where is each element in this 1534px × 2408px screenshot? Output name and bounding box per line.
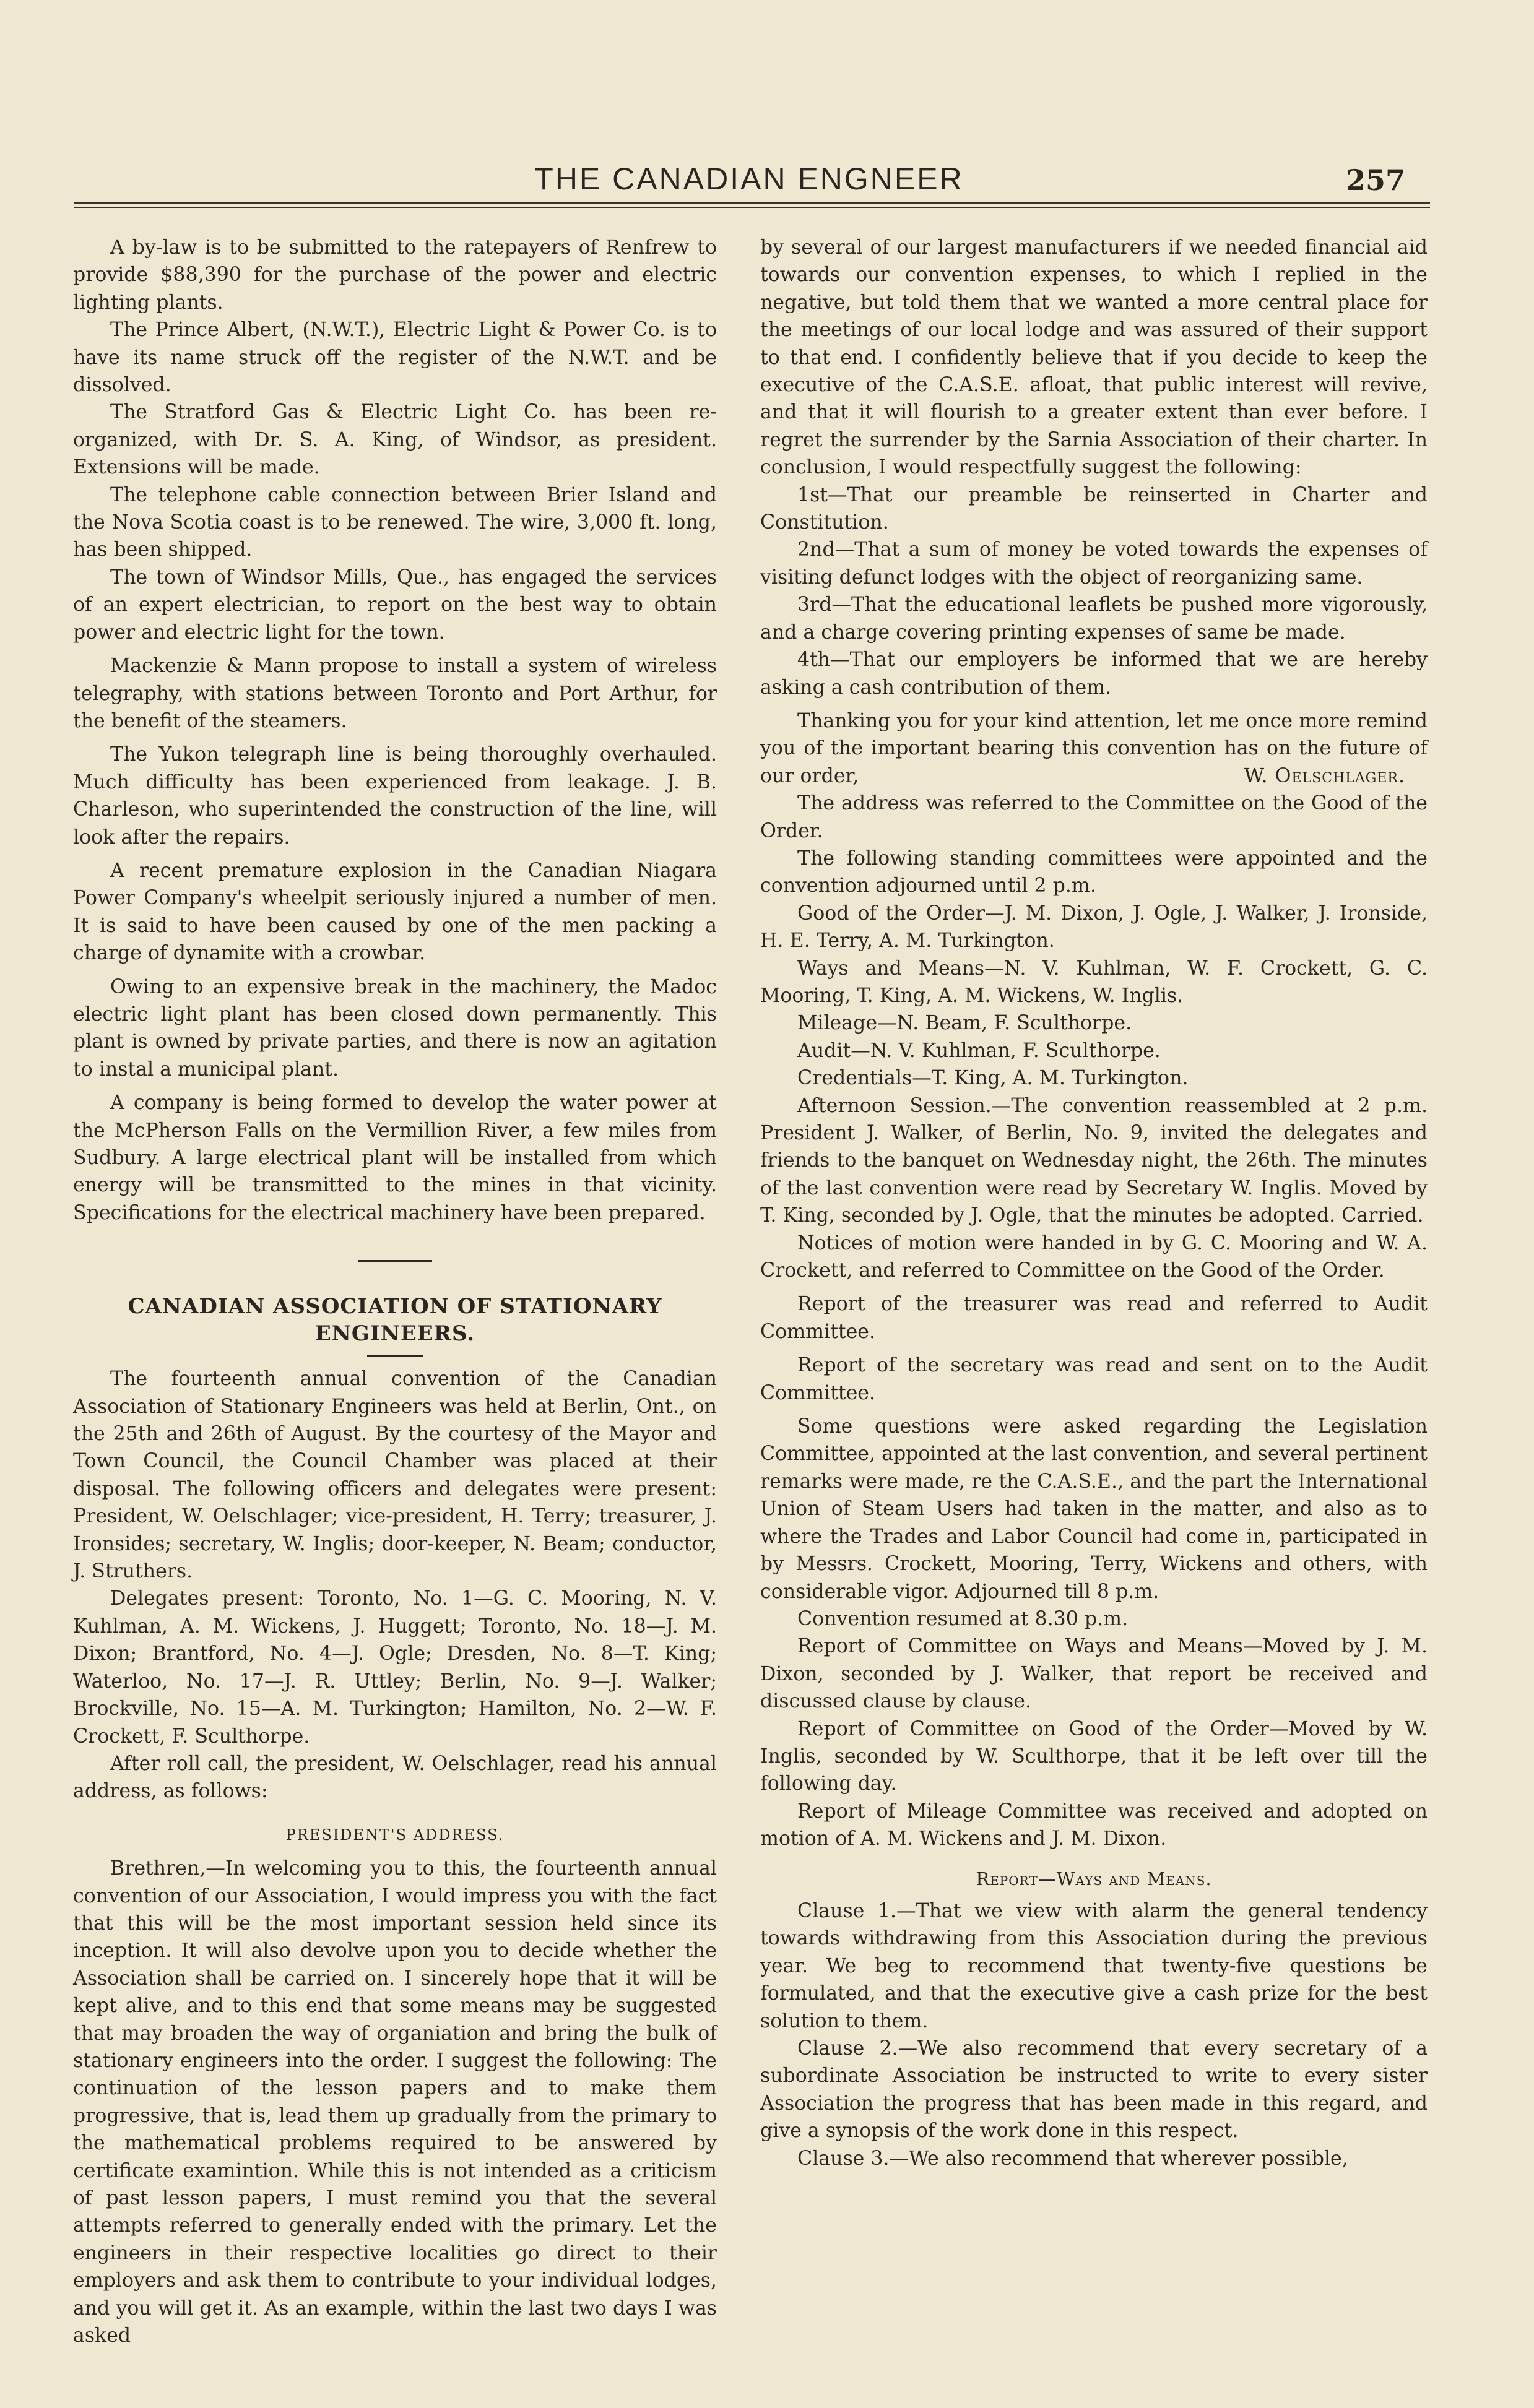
suggestion-item: 1st—That our preamble be reinserted in Charter and Constitution. (760, 483, 1428, 534)
clause-item: Clause 1.—That we view with alarm the general tendency towards withdrawing from this Association during the previous year. We beg to recommend that twenty-five questions be formulated, and that the executive give a cash prize for the best solution to them. (760, 1899, 1428, 2032)
roll-call-paragraph: After roll call, the president, W. Oelschlager, read his annual address, as follows: (73, 1752, 717, 1803)
evening-paragraph: Report of Mileage Committee was received and adopted on motion of A. M. Wickens and J. M. Dixon. (760, 1800, 1428, 1850)
afternoon-paragraph: Some questions were asked regarding the Legislation Committee, appointed at the last convention, and several pertinent remarks were made, re the C.A.S.E., and the part the International Union of Steam Users had taken in the matter, and also as to where the Trades and Labor Council had come in, participated in by Messrs. Crockett, Mooring, Terry, Wickens and others, with considerable vigor. Adjourned till 8 p.m. (760, 1415, 1428, 1603)
left-column (73, 234, 717, 2349)
header-rule-thin (74, 207, 1430, 208)
suggestion-item: 2nd—That a sum of money be voted towards the expenses of visiting defunct lodges with the object of reorganizing same. (760, 538, 1428, 589)
suggestion-item: 3rd—That the educational leaflets be pushed more vigorously, and a charge covering printing expenses of same be made. (760, 593, 1428, 644)
address-heading: PRESIDENT'S ADDRESS. (285, 1826, 505, 1844)
address-paragraph: Brethren,—In welcoming you to this, the fourteenth annual convention of our Association, I would impress you with the fact that this will be the most important session held since its inception. It will also devolve upon you to decide whether the Association shall be carried on. I sincerely hope that it will be kept alive, and to this end that some means may be suggested that may broaden the way of organiation and bring the bulk of stationary engineers into the order. I suggest the following: The continuation of the lesson papers and to make them progressive, that is, lead them up gradually from the primary to the mathematical problems required to be answered by certificate examintion. While this is not intended as a criticism of past lesson papers, I must remind you that the several attempts referred to generally ended with the primary. Let the engineers in their respective localities go direct to their employers and ask them to contribute to your individual lodges, and you will get it. As an example, within the last two days I was asked (73, 1857, 717, 2347)
news-item: Owing to an expensive break in the machinery, the Madoc electric light plant has been closed down permanently. This plant is owned by private parties, and there is now an agitation to instal a municipal plant. (73, 975, 717, 1081)
section-heading: CANADIAN ASSOCIATION OF STATIONARY ENGINEERS. (128, 1294, 662, 1347)
news-item: A recent premature explosion in the Canadian Niagara Power Company's wheelpit seriously injured a number of men. It is said to have been caused by one of the men packing a charge of dynamite with a crowbar. (73, 859, 717, 965)
news-item: The telephone cable connection between Brier Island and the Nova Scotia coast is to be renewed. The wire, 3,000 ft. long, has been shipped. (73, 483, 717, 561)
afternoon-paragraph: Notices of motion were handed in by G. C. Mooring and W. A. Crockett, and referred to Committee on the Good of the Order. (760, 1232, 1428, 1282)
signature: W. Oelschlager. (1244, 764, 1405, 787)
news-item: The Stratford Gas & Electric Light Co. has been re-organized, with Dr. S. A. King, of Windsor, as president. Extensions will be made. (73, 401, 717, 479)
heading-rule (367, 1355, 423, 1357)
closing-text: Thanking you for your kind attention, let me once more remind you of the important bearing this convention has on the future of our order, (760, 709, 1428, 787)
section-divider (358, 1260, 432, 1262)
clause-item: Clause 3.—We also recommend that wherever possible, (797, 2147, 1348, 2170)
suggestion-item: 4th—That our employers be informed that we are hereby asking a cash contribution of them. (760, 649, 1428, 699)
header-rule (74, 202, 1430, 204)
committee-item: Audit—N. V. Kuhlman, F. Sculthorpe. (797, 1039, 1161, 1062)
closing-paragraph (760, 707, 1428, 790)
evening-paragraph: Convention resumed at 8.30 p.m. (797, 1607, 1129, 1630)
committee-item: Credentials—T. King, A. M. Turkington. (797, 1067, 1189, 1090)
proceedings-paragraph: The following standing committees were appointed and the convention adjourned until 2 p.m. (760, 847, 1428, 897)
convention-paragraph: The fourteenth annual convention of the Canadian Association of Stationary Engineers was held at Berlin, Ont., on the 25th and 26th of August. By the courtesy of the Mayor and Town Council, the Council Chamber was placed at their disposal. The following officers and delegates were present: President, W. Oelschlager; vice-president, H. Terry; treasurer, J. Ironsides; secretary, W. Inglis; door-keeper, N. Beam; conductor, J. Struthers. (73, 1368, 717, 1583)
news-item: A by-law is to be submitted to the ratepayers of Renfrew to provide $88,390 for the purchase of the power and electric lighting plants. (73, 236, 717, 314)
journal-title: THE CANADIAN ENGNEER (534, 162, 964, 196)
afternoon-paragraph: Report of the treasurer was read and referred to Audit Committee. (760, 1293, 1428, 1343)
committee-item: Mileage—N. Beam, F. Sculthorpe. (797, 1012, 1132, 1035)
report-heading: Report—Ways and Means. (976, 1868, 1212, 1889)
evening-paragraph: Report of Committee on Ways and Means—Moved by J. M. Dixon, seconded by J. Walker, that report be received and discussed clause by clause. (760, 1635, 1428, 1713)
committee-item: Ways and Means—N. V. Kuhlman, W. F. Crockett, G. C. Mooring, T. King, A. M. Wickens, W. Inglis. (760, 957, 1428, 1007)
committee-item: Good of the Order—J. M. Dixon, J. Ogle, J. Walker, J. Ironside, H. E. Terry, A. M. Turkington. (760, 902, 1428, 952)
delegates-paragraph: Delegates present: Toronto, No. 1—G. C. Mooring, N. V. Kuhlman, A. M. Wickens, J. Huggett; Toronto, No. 18—J. M. Dixon; Brantford, No. 4—J. Ogle; Dresden, No. 8—T. King; Waterloo, No. 17—J. R. Uttley; Berlin, No. 9—J. Walker; Brockville, No. 15—A. M. Turkington; Hamilton, No. 2—W. F. Crockett, F. Sculthorpe. (73, 1587, 717, 1748)
news-item: A company is being formed to develop the water power at the McPherson Falls on the Vermillion River, a few miles from Sudbury. A large electrical plant will be installed from which energy will be transmitted to the mines in that vicinity. Specifications for the electrical machinery have been prepared. (73, 1092, 717, 1224)
news-item: The town of Windsor Mills, Que., has engaged the services of an expert electrician, to report on the best way to obtain power and electric light for the town. (73, 566, 717, 644)
news-item: The Prince Albert, (N.W.T.), Electric Light & Power Co. is to have its name struck off the register of the N.W.T. and be dissolved. (73, 319, 717, 397)
news-item: Mackenzie & Mann propose to install a system of wireless telegraphy, with stations between Toronto and Port Arthur, for the benefit of the steamers. (73, 655, 717, 732)
evening-paragraph: Report of Committee on Good of the Order—Moved by W. Inglis, seconded by W. Sculthorpe, that it be left over till the following day. (760, 1717, 1428, 1795)
afternoon-paragraph: Afternoon Session.—The convention reassembled at 2 p.m. President J. Walker, of Berlin, No. 9, invited the delegates and friends to the banquet on Wednesday night, the 26th. The minutes of the last convention were read by Secretary W. Inglis. Moved by T. King, seconded by J. Ogle, that the minutes be adopted. Carried. (760, 1094, 1428, 1227)
afternoon-paragraph: Report of the secretary was read and sent on to the Audit Committee. (760, 1354, 1428, 1404)
page-number: 257 (1345, 163, 1405, 197)
clause-item: Clause 2.—We also recommend that every secretary of a subordinate Association be instructed to write to every sister Association the progress that has been made in this regard, and give a synopsis of the work done in this respect. (760, 2037, 1428, 2143)
page-header (68, 155, 1430, 204)
proceedings-paragraph: The address was referred to the Committee on the Good of the Order. (760, 792, 1428, 842)
news-item: The Yukon telegraph line is being thoroughly overhauled. Much difficulty has been experienced from leakage. J. B. Charleson, who superintended the construction of the line, will look after the repairs. (73, 743, 717, 848)
address-continued: by several of our largest manufacturers if we needed financial aid towards our convention expenses, to which I replied in the negative, but told them that we wanted a more central place for the meetings of our local lodge and was assured of their support to that end. I confidently believe that if you decide to keep the executive of the C.A.S.E. afloat, that public interest will revive, and that it will flourish to a greater extent than ever before. I regret the surrender by the Sarnia Association of their charter. In conclusion, I would respectfully suggest the following: (760, 236, 1428, 479)
right-column (760, 234, 1428, 2172)
